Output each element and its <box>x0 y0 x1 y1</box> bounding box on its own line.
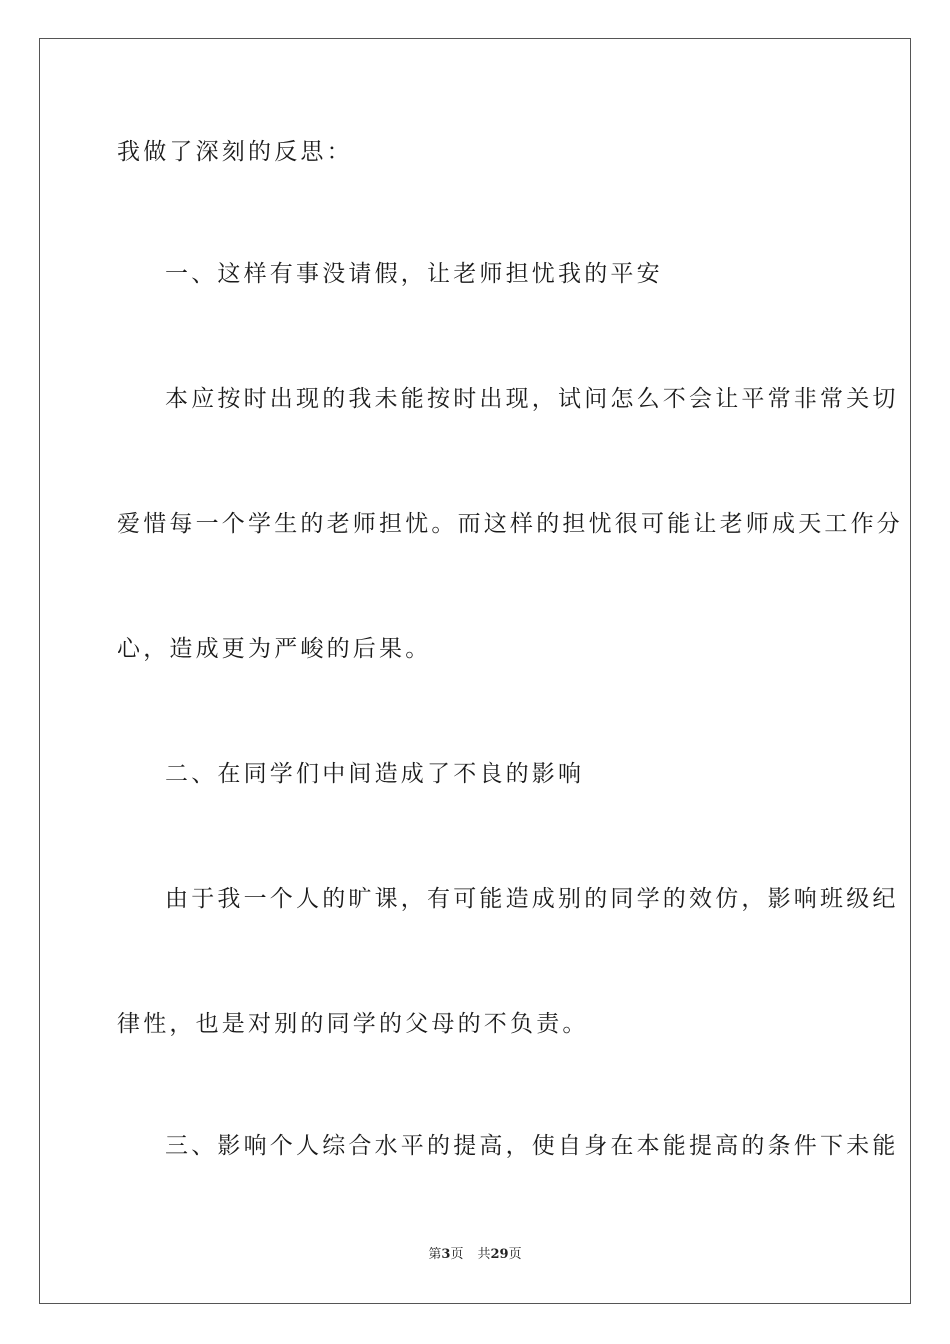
paragraph-line-1: 我做了深刻的反思： <box>117 139 353 165</box>
total-suffix: 页 <box>508 1247 522 1262</box>
page-number: 3 <box>441 1247 451 1262</box>
section-heading-2: 二、在同学们中间造成了不良的影响 <box>165 761 585 787</box>
section-heading-1: 一、这样有事没请假，让老师担忧我的平安 <box>165 261 663 287</box>
paragraph-line-3: 爱惜每一个学生的老师担忧。而这样的担忧很可能让老师成天工作分 <box>117 511 903 537</box>
page-prefix: 第 <box>428 1247 442 1262</box>
total-pages: 29 <box>490 1247 509 1262</box>
page-border <box>39 38 911 1304</box>
paragraph-line-2: 本应按时出现的我未能按时出现，试问怎么不会让平常非常关切 <box>165 386 899 412</box>
page-suffix: 页 <box>450 1247 464 1262</box>
section-heading-3: 三、影响个人综合水平的提高，使自身在本能提高的条件下未能 <box>165 1133 899 1159</box>
page-footer <box>0 1246 950 1264</box>
paragraph-line-6: 律性，也是对别的同学的父母的不负责。 <box>117 1011 589 1037</box>
total-prefix: 共 <box>477 1247 491 1262</box>
paragraph-line-4: 心，造成更为严峻的后果。 <box>117 636 432 662</box>
paragraph-line-5: 由于我一个人的旷课，有可能造成别的同学的效仿，影响班级纪 <box>165 886 899 912</box>
